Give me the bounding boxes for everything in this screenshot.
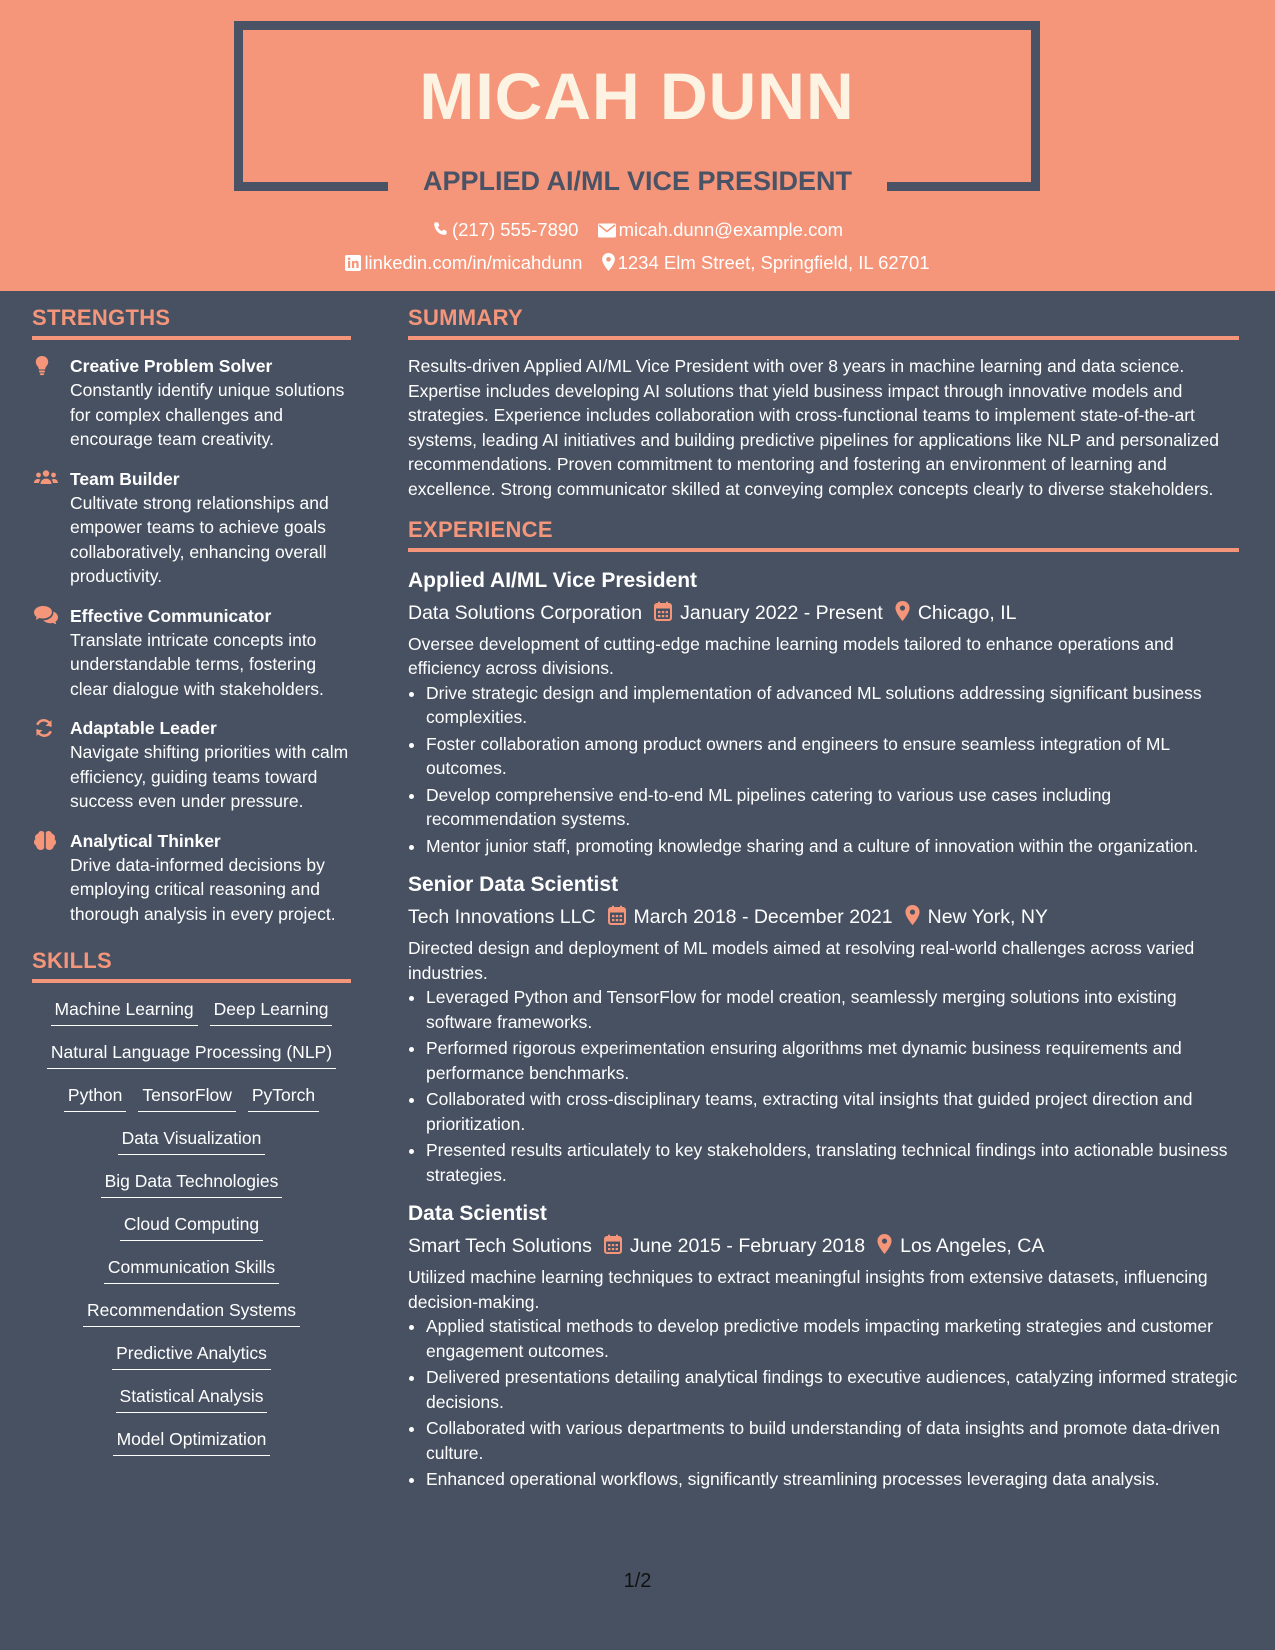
skill-row	[32, 1298, 351, 1327]
skill-tag: TensorFlow	[138, 1083, 235, 1112]
linkedin-contact[interactable]	[345, 252, 582, 274]
job-bullets	[408, 681, 1239, 859]
job-bullets	[408, 985, 1239, 1187]
job-meta	[408, 900, 1239, 933]
email-contact[interactable]	[598, 219, 843, 241]
job-description: Directed design and deployment of ML models aimed at resolving real-world challenges across varied industries.	[408, 938, 1195, 983]
frame-bottom-left	[234, 182, 388, 191]
strength-item	[32, 604, 351, 702]
job-bullet: • Delivered presentations detailing analytical findings to executive audiences, catalyzing informed strategic decisions.	[426, 1365, 1239, 1414]
page-number: 1/2	[623, 1570, 652, 1592]
job-bullet: • Drive strategic design and implementation of advanced ML solutions addressing significant business complexities.	[426, 681, 1239, 730]
skill-row	[32, 1040, 351, 1069]
left-column	[32, 305, 351, 1470]
job-location: Chicago, IL	[917, 601, 1017, 624]
strength-title: Team Builder	[70, 468, 180, 489]
strength-title: Analytical Thinker	[70, 830, 221, 851]
strength-desc: Cultivate strong relationships and empower teams to achieve goals collaboratively, enhancing overall productivity.	[70, 492, 329, 586]
skill-tag: Recommendation Systems	[83, 1298, 300, 1327]
skill-tag: Cloud Computing	[120, 1212, 263, 1241]
contact-row-2	[0, 252, 1275, 274]
job-entry	[408, 870, 1239, 1187]
brain-icon	[34, 831, 56, 851]
strengths-heading: STRENGTHS	[32, 305, 351, 340]
job-dates: June 2015 - February 2018	[629, 1235, 866, 1258]
envelope-icon	[598, 223, 616, 238]
strength-title: Adaptable Leader	[70, 718, 217, 738]
job-location: New York, NY	[927, 906, 1048, 929]
job-description: Utilized machine learning techniques to extract meaningful insights from extensive datasets, influencing decision-making.	[408, 1267, 1208, 1312]
strength-title: Effective Communicator	[70, 605, 272, 626]
calendar-icon	[604, 1234, 622, 1254]
map-pin-icon	[877, 1234, 892, 1254]
skill-tag: Deep Learning	[210, 997, 333, 1026]
job-meta	[408, 1229, 1239, 1262]
map-pin-icon	[602, 253, 615, 271]
job-dates: March 2018 - December 2021	[633, 906, 893, 929]
right-column	[408, 305, 1239, 1504]
job-bullet: • Collaborated with cross-disciplinary teams, extracting vital insights that guided project direction and prioritization.	[426, 1087, 1239, 1136]
job-bullet: • Enhanced operational workflows, significantly streamlining processes leveraging data analysis.	[426, 1467, 1239, 1492]
phone-icon	[432, 221, 449, 238]
job-bullet: • Mentor junior staff, promoting knowledge sharing and a culture of innovation within the organization.	[426, 834, 1239, 859]
job-title: Applied AI/ML Vice President	[408, 569, 698, 592]
job-entry	[408, 566, 1239, 858]
calendar-icon	[654, 601, 672, 621]
skill-tag: Big Data Technologies	[101, 1169, 283, 1198]
job-meta	[408, 596, 1239, 629]
job-company: Data Solutions Corporation	[408, 601, 643, 624]
job-dates: January 2022 - Present	[680, 601, 883, 624]
job-bullet: • Leveraged Python and TensorFlow for model creation, seamlessly merging solutions into existing software frameworks.	[426, 985, 1239, 1034]
skill-row	[32, 1384, 351, 1413]
candidate-role: APPLIED AI/ML VICE PRESIDENT	[422, 166, 853, 196]
job-bullet: • Foster collaboration among product owners and engineers to ensure seamless integration of ML outcomes.	[426, 732, 1239, 781]
summary-heading: SUMMARY	[408, 305, 1239, 340]
skill-tag: Communication Skills	[104, 1255, 279, 1284]
skill-row	[32, 1169, 351, 1198]
strength-item	[32, 354, 351, 452]
strength-item	[32, 716, 351, 814]
phone-text: (217) 555-7890	[451, 219, 579, 240]
frame-bottom-right	[887, 182, 1040, 191]
map-pin-icon	[895, 601, 910, 621]
skill-row	[32, 997, 351, 1026]
job-entry	[408, 1199, 1239, 1491]
experience-list	[408, 566, 1239, 1492]
strength-desc: Drive data-informed decisions by employing critical reasoning and thorough analysis in every project.	[70, 854, 336, 924]
job-bullet: • Presented results articulately to key stakeholders, translating technical findings into actionable business strategies.	[426, 1138, 1239, 1187]
skill-row	[32, 1126, 351, 1155]
skill-tag: Machine Learning	[51, 997, 198, 1026]
job-bullet: • Applied statistical methods to develop predictive models impacting marketing strategies and customer engagement outcomes.	[426, 1314, 1239, 1363]
address-contact	[602, 252, 930, 274]
strength-desc: Navigate shifting priorities with calm efficiency, guiding teams toward success even under pressure.	[70, 742, 349, 811]
skill-tag: Python	[64, 1083, 126, 1112]
users-icon	[34, 469, 58, 487]
job-title: Data Scientist	[408, 1202, 547, 1226]
address-text: 1234 Elm Street, Springfield, IL 62701	[617, 252, 930, 273]
linkedin-text: linkedin.com/in/micahdunn	[364, 252, 583, 273]
strength-desc: Translate intricate concepts into understandable terms, fostering clear dialogue with stakeholders.	[70, 629, 324, 699]
job-bullet: • Performed rigorous experimentation ensuring algorithms met dynamic business requirements and performance benchmarks.	[426, 1036, 1239, 1085]
summary-text: Results-driven Applied AI/ML Vice President with over 8 years in machine learning and data science. Expertise includes developing AI solutions that yield business impact through innovative models and strategies. Experience includes collaboration with cross-functional teams to implement state-of-the-art systems, leading AI initiatives and building predictive pipelines for applications like NLP and personalized recommendations. Proven commitment to mentoring and fostering an environment of learning and excellence. Strong communicator skilled at conveying complex concepts clearly to diverse stakeholders.	[408, 356, 1219, 499]
linkedin-icon	[345, 255, 361, 271]
strength-item	[32, 467, 351, 589]
strength-title: Creative Problem Solver	[70, 356, 273, 376]
skill-row	[32, 1341, 351, 1370]
skill-row	[32, 1083, 351, 1112]
skill-tag: Model Optimization	[113, 1427, 271, 1456]
job-company: Smart Tech Solutions	[408, 1235, 592, 1258]
job-location: Los Angeles, CA	[900, 1235, 1045, 1258]
phone-contact[interactable]	[432, 219, 579, 241]
job-bullet: • Collaborated with various departments to build understanding of data insights and promote data-driven culture.	[426, 1416, 1239, 1465]
email-text: micah.dunn@example.com	[618, 219, 844, 240]
job-bullet: • Develop comprehensive end-to-end ML pipelines catering to various use cases including recommendation systems.	[426, 783, 1239, 832]
comments-icon	[34, 606, 58, 624]
skills-list	[32, 997, 351, 1456]
job-company: Tech Innovations LLC	[408, 906, 596, 929]
candidate-name: MICAH DUNN	[419, 59, 855, 133]
skills-heading: SKILLS	[32, 948, 351, 983]
job-title: Senior Data Scientist	[408, 873, 619, 897]
skill-tag: PyTorch	[248, 1083, 319, 1112]
job-bullets	[408, 1314, 1239, 1492]
sync-icon	[34, 718, 54, 738]
lightbulb-icon	[34, 356, 50, 376]
skill-tag: Predictive Analytics	[112, 1341, 271, 1370]
skill-row	[32, 1212, 351, 1241]
skill-row	[32, 1427, 351, 1456]
calendar-icon	[608, 905, 626, 925]
skill-tag: Natural Language Processing (NLP)	[47, 1040, 336, 1069]
skill-row	[32, 1255, 351, 1284]
map-pin-icon	[905, 905, 920, 925]
job-description: Oversee development of cutting-edge machine learning models tailored to enhance operations and efficiency across divisions.	[408, 633, 1174, 679]
header-band	[0, 0, 1275, 291]
contact-row-1	[0, 219, 1275, 241]
skill-tag: Data Visualization	[118, 1126, 266, 1155]
skill-tag: Statistical Analysis	[116, 1384, 268, 1413]
experience-heading: EXPERIENCE	[408, 517, 1239, 552]
strength-desc: Constantly identify unique solutions for complex challenges and encourage team creativity.	[70, 380, 345, 449]
strength-item	[32, 829, 351, 927]
